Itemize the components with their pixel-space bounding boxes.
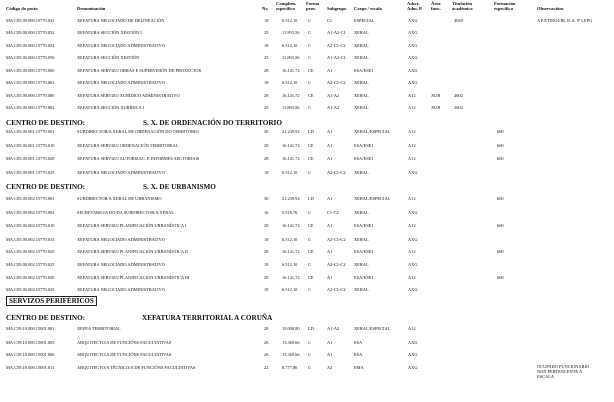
cell-sub: A1-A2-C1 (327, 30, 346, 35)
cell-nv: 28 (264, 156, 269, 161)
cell-tit: 2602 (454, 93, 463, 98)
cell-nv: 18 (264, 287, 269, 292)
cell-forma: C (308, 352, 311, 357)
table-row (0, 275, 614, 281)
cell-comp: 16.141,72 (282, 223, 300, 228)
cell-nv: 18 (264, 237, 269, 242)
cell-forma: C (308, 105, 311, 110)
section-heading (6, 183, 216, 191)
cell-code: MA.C05.00.000.15770.080 (6, 93, 55, 98)
cell-nv: 26 (264, 340, 269, 345)
cell-forma: CE (308, 68, 314, 73)
cell-adsc: AXG (408, 365, 418, 370)
cell-corpo: ESPECIAL (354, 18, 375, 23)
cell-adsc: A12 (408, 326, 416, 331)
table-row (0, 287, 614, 293)
cell-corpo: XERAL (354, 43, 369, 48)
cell-nv: 25 (264, 55, 269, 60)
table-row (0, 196, 614, 202)
cell-corpo: XERAL (354, 262, 369, 267)
table-row (0, 249, 614, 255)
cell-code: MA.C59.10.000.15001.011 (6, 365, 55, 370)
cell-comp: 16.141,72 (282, 156, 300, 161)
cell-sub: A1-A2 (327, 93, 340, 98)
cell-adsc: AXG (408, 262, 418, 267)
cell-forma: CE (308, 223, 314, 228)
table-row (0, 365, 614, 371)
cell-nv: 28 (264, 143, 269, 148)
cell-code: MA.C59.10.000.15001.006 (6, 352, 55, 357)
cell-code: MA.C05.00.002.15770.001 (6, 196, 55, 201)
cell-nv: 18 (264, 43, 269, 48)
cell-code: MA.C05.00.001.15770.001 (6, 129, 55, 134)
cell-adsc: AXG (408, 237, 418, 242)
cell-sub: A1-A2-C1 (327, 55, 346, 60)
header-codigo: Código do posto (6, 6, 38, 11)
cell-name: XEFATURA NEGOCIADO ADMINISTRATIVO (77, 43, 165, 48)
section-heading (6, 119, 282, 127)
cell-forma: C (308, 210, 311, 215)
cell-adsc: AXG (408, 287, 418, 292)
cell-adsc: AXG (408, 80, 418, 85)
table-row (0, 223, 614, 229)
cell-sub: A1-A2 (327, 326, 340, 331)
table-row (0, 30, 614, 36)
cell-forma: C (308, 262, 311, 267)
cell-sub: A1 (327, 249, 333, 254)
cell-corpo: XERAL/ESPECIAL (354, 196, 391, 201)
cell-forma: C (308, 365, 311, 370)
cell-nv: 18 (264, 80, 269, 85)
header-denominacion: Denominación (77, 6, 106, 11)
cell-nv: 30 (264, 129, 269, 134)
table-row (0, 352, 614, 358)
cell-comp: 16.141,72 (282, 68, 300, 73)
cell-corpo: XERAL (354, 30, 369, 35)
cell-adsc: AXG (408, 340, 418, 345)
header-area: Área func. (431, 1, 441, 11)
cell-name: ARQUITECTO/A DE FUNCIÓNS FACULTATIVAS (77, 340, 172, 345)
cell-name: XEFATURA NEGOCIADO ADMINISTRATIVO (77, 170, 165, 175)
cell-name: ARQUITECTO/A TÉCNICO/A DE FUNCIÓNS FACULTATIVAS (77, 365, 196, 370)
perifericos-label: SERVIZOS PERIFÉRICOS (6, 296, 97, 306)
cell-comp: 11.893,56 (282, 55, 300, 60)
cell-code: MA.C05.00.000.15770.060 (6, 68, 55, 73)
cell-code: MA.C59.10.000.15001.005 (6, 340, 55, 345)
cell-adsc: AXG (408, 68, 418, 73)
table-row (0, 129, 614, 135)
header-observacions: Observacións (537, 6, 564, 11)
table-row (0, 170, 614, 176)
cell-name: XEFATURA SECCIÓN XURÍDICA I (77, 105, 145, 110)
section-value: XEFATURA TERRITORIAL A CORUÑA (142, 314, 273, 322)
cell-name: XEFATURA NEGOCIADO ADMINISTRATIVO (77, 80, 165, 85)
cell-corpo: ESA/ESE1 (354, 275, 374, 280)
cell-corpo: ESA/ESE1 (354, 143, 374, 148)
cell-name: XEFATURA SERVIZO XURÍDICO ADMINISTRATIVO (77, 93, 180, 98)
header-titulacion: Titulación académica (452, 1, 473, 11)
cell-forma: LD (308, 196, 314, 201)
cell-nv: 16 (264, 210, 269, 215)
cell-corpo: ESA/ESE1 (354, 68, 374, 73)
cell-nv: 18 (264, 170, 269, 175)
cell-nv: 28 (264, 275, 269, 280)
cell-name: XEFATURA NEGOCIADO ADMINISTRATIVO (77, 262, 165, 267)
cell-name: XEFATURA SERVIZO PLANIFICACIÓN URBANÍSTICA II (77, 249, 188, 254)
section-label: CENTRO DE DESTINO: (6, 183, 86, 191)
cell-form: 600 (497, 275, 504, 280)
header-corpo: Corpo / escala (354, 6, 382, 11)
table-row (0, 210, 614, 216)
cell-code: MA.C05.00.000.15770.082 (6, 105, 55, 110)
cell-comp: 6.512,10 (282, 170, 298, 175)
cell-corpo: XERAL (354, 287, 369, 292)
cell-forma: LD (308, 326, 314, 331)
cell-comp: 16.141,72 (282, 143, 300, 148)
cell-comp: 6.512,10 (282, 80, 298, 85)
cell-nv: 28 (264, 326, 269, 331)
table-row (0, 326, 614, 332)
header-nivel: Nv. (262, 6, 269, 11)
cell-name: XEFATURA SECCIÓN XESTIÓN (77, 55, 140, 60)
cell-name: XEFEA TERRITORIAL (77, 326, 121, 331)
cell-corpo: XERAL (354, 170, 369, 175)
cell-forma: C (308, 170, 311, 175)
table-row (0, 340, 614, 346)
cell-name: XEFATURA SERVIZO AUTORIZAC. E INFORMES SECTORIAIS (77, 156, 200, 161)
table-row (0, 143, 614, 149)
cell-adsc: AXG (408, 43, 418, 48)
cell-forma: CE (308, 143, 314, 148)
table-row (0, 156, 614, 162)
table-row (0, 80, 614, 86)
cell-name: XEFATURA SECCIÓN XESTIÓN I (77, 30, 142, 35)
cell-code: MA.C05.00.001.15770.020 (6, 156, 55, 161)
table-row (0, 55, 614, 61)
cell-form: 600 (497, 249, 504, 254)
cell-comp: 5.518,76 (282, 210, 298, 215)
cell-comp: 8.777,86 (282, 365, 298, 370)
cell-adsc: A12 (408, 223, 416, 228)
cell-name: ARQUITECTO/A DE FUNCIÓNS FACULTATIVAS (77, 352, 172, 357)
cell-adsc: A12 (408, 196, 416, 201)
cell-corpo: XERAL (354, 80, 369, 85)
cell-name: XEFATURA SERVIZO ORDENACIÓN TERRITORIAL (77, 143, 179, 148)
cell-forma: C (308, 287, 311, 292)
cell-sub: A1 (327, 223, 333, 228)
cell-comp: 16.141,72 (282, 249, 300, 254)
cell-adsc: AXG (408, 170, 418, 175)
cell-tit: 4020 (454, 18, 463, 23)
cell-obs: A EXTINGUIR, D.A. 9ª LEPG (537, 18, 593, 23)
cell-forma: C (308, 18, 311, 23)
cell-code: MA.C05.00.002.15770.002 (6, 210, 55, 215)
cell-adsc: A12 (408, 143, 416, 148)
cell-adsc: AXG (408, 210, 418, 215)
table-row (0, 237, 614, 243)
cell-adsc: A12 (408, 249, 416, 254)
cell-forma: C (308, 237, 311, 242)
cell-adsc: A12 (408, 105, 416, 110)
cell-code: MA.C05.00.002.15770.015 (6, 237, 55, 242)
table-row (0, 68, 614, 74)
cell-name: XEFATURA SERVIZO PLANIFICACIÓN URBANÍSTICA III (77, 275, 190, 280)
cell-code: MA.C05.00.000.15770.056 (6, 55, 55, 60)
cell-corpo: XERAL (354, 93, 369, 98)
cell-adsc: AXG (408, 30, 418, 35)
cell-corpo: XERAL (354, 55, 369, 60)
cell-nv: 28 (264, 93, 269, 98)
cell-code: MA.C59.10.000.15001.001 (6, 326, 55, 331)
cell-corpo: EMA (354, 365, 364, 370)
cell-comp: 19.000,80 (282, 326, 300, 331)
cell-sub: A2-C1-C2 (327, 80, 346, 85)
section-value: S. X. DE URBANISMO (143, 183, 216, 191)
cell-name: XEFATURA SERVIZO PLANIFICACIÓN URBANÍSTICA I (77, 223, 187, 228)
cell-name: XEFATURA NEGOCIADO ADMINISTRATIVO (77, 287, 165, 292)
cell-code: MA.C05.00.002.15770.010 (6, 223, 55, 228)
cell-forma: C (308, 30, 311, 35)
cell-name: XEFATURA SERVIZO OBRAS E SUPERVISIÓN DE PROXECTOS (77, 68, 202, 73)
cell-nv: 28 (264, 249, 269, 254)
cell-code: MA.C05.00.002.15770.020 (6, 249, 55, 254)
cell-sub: A1 (327, 340, 333, 345)
cell-forma: CE (308, 275, 314, 280)
cell-comp: 6.512,10 (282, 18, 298, 23)
cell-name: XEFATURA NEGOCIADO DE DELINEACIÓN (77, 18, 165, 23)
cell-form: 600 (497, 156, 504, 161)
cell-form: 600 (497, 223, 504, 228)
table-header (0, 0, 614, 16)
cell-corpo: XERAL (354, 237, 369, 242)
cell-comp: 16.141,72 (282, 93, 300, 98)
cell-adsc: AXG (408, 352, 418, 357)
cell-name: SUBDIRECTOR/A XERAL DE URBANISMO (77, 196, 162, 201)
cell-sub: A2-C1-C2 (327, 43, 346, 48)
cell-nv: 26 (264, 352, 269, 357)
cell-adsc: AXG (408, 55, 418, 60)
cell-forma: C (308, 55, 311, 60)
cell-code: MA.C05.00.001.15770.010 (6, 143, 55, 148)
cell-sub: A1 (327, 275, 333, 280)
cell-adsc: A12 (408, 93, 416, 98)
cell-sub: C1 (327, 18, 333, 23)
cell-comp: 21.239,92 (282, 129, 300, 134)
table-row (0, 105, 614, 111)
cell-sub: A1 (327, 156, 333, 161)
cell-corpo: XERAL (354, 105, 369, 110)
cell-comp: 6.512,10 (282, 237, 298, 242)
cell-forma: LD (308, 129, 314, 134)
cell-code: MA.C05.00.000.15770.054 (6, 43, 55, 48)
header-formacion: Formación específica (494, 1, 516, 11)
header-forma: Forma prov. (306, 1, 320, 11)
cell-sub: A1-A2 (327, 105, 340, 110)
cell-comp: 6.512,10 (282, 262, 298, 267)
cell-comp: 13.369,66 (282, 352, 300, 357)
cell-obs: OCUPADO FUNCIONARIO NON PERTENCENTE Á ESCALA (537, 364, 590, 380)
cell-forma: C (308, 80, 311, 85)
header-complemento: Complem. específico (276, 1, 297, 11)
section-heading (6, 314, 273, 322)
cell-code: MA.C05.00.000.15770.041 (6, 18, 55, 23)
cell-code: MA.C05.00.001.15770.025 (6, 170, 55, 175)
cell-sub: A1 (327, 68, 333, 73)
table-row (0, 262, 614, 268)
cell-form: 600 (497, 143, 504, 148)
cell-sub: A1 (327, 352, 333, 357)
cell-nv: 22 (264, 365, 269, 370)
cell-comp: 11.893,56 (282, 105, 300, 110)
section-value: S. X. DE ORDENACIÓN DO TERRITORIO (143, 119, 282, 127)
cell-forma: C (308, 340, 311, 345)
cell-corpo: ESA/ESE1 (354, 249, 374, 254)
cell-sub: A2-C1-C2 (327, 170, 346, 175)
cell-code: MA.C05.00.002.15770.025 (6, 262, 55, 267)
cell-adsc: A12 (408, 129, 416, 134)
cell-forma: CE (308, 93, 314, 98)
cell-comp: 11.893,56 (282, 30, 300, 35)
cell-comp: 21.239,92 (282, 196, 300, 201)
table-row (0, 93, 614, 99)
table-row (0, 18, 614, 24)
cell-sub: A2-C1-C2 (327, 237, 346, 242)
cell-nv: 30 (264, 196, 269, 201)
section-label: CENTRO DE DESTINO: (6, 314, 86, 322)
cell-code: MA.C05.00.002.15770.030 (6, 275, 55, 280)
cell-corpo: XERAL (354, 210, 369, 215)
cell-corpo: ESA (354, 340, 363, 345)
cell-name: SECRETARIO/A DO/DA SUBDIRECTOR/A XERAL (77, 210, 175, 215)
cell-corpo: ESA/ESE1 (354, 223, 374, 228)
cell-code: MA.C05.00.000.15770.052 (6, 30, 55, 35)
header-subgrupo: Subgrupo (327, 6, 347, 11)
cell-corpo: XERAL/ESPECIAL (354, 326, 391, 331)
cell-area: XUR (431, 105, 441, 110)
cell-nv: 28 (264, 68, 269, 73)
header-adscricion: Adscr. Adm. P. (407, 1, 423, 11)
cell-sub: A2-C1-C2 (327, 287, 346, 292)
cell-code: MA.C05.00.002.15770.035 (6, 287, 55, 292)
cell-comp: 13.369,66 (282, 340, 300, 345)
cell-adsc: A12 (408, 275, 416, 280)
cell-corpo: ESA/ESE1 (354, 156, 374, 161)
cell-name: XEFATURA NEGOCIADO ADMINISTRATIVO (77, 237, 165, 242)
cell-sub: A2 (327, 365, 333, 370)
cell-comp: 6.512,10 (282, 287, 298, 292)
cell-area: XUR (431, 93, 441, 98)
cell-nv: 25 (264, 105, 269, 110)
cell-comp: 16.141,72 (282, 275, 300, 280)
cell-forma: CE (308, 249, 314, 254)
cell-comp: 6.512,10 (282, 43, 298, 48)
cell-form: 600 (497, 196, 504, 201)
cell-sub: A1 (327, 196, 333, 201)
cell-forma: C (308, 43, 311, 48)
cell-form: 600 (497, 129, 504, 134)
cell-sub: A1 (327, 143, 333, 148)
cell-name: SUBDIRECTOR/A XERAL DE ORDENACIÓN DO TERRITORIO (77, 129, 199, 134)
cell-corpo: XERAL/ESPECIAL (354, 129, 391, 134)
cell-corpo: ESA (354, 352, 363, 357)
cell-nv: 25 (264, 30, 269, 35)
cell-sub: C1-C2 (327, 210, 339, 215)
cell-tit: 2602 (454, 105, 463, 110)
cell-nv: 28 (264, 223, 269, 228)
cell-nv: 18 (264, 262, 269, 267)
cell-sub: A2-C1-C2 (327, 262, 346, 267)
cell-code: MA.C05.00.000.15770.063 (6, 80, 55, 85)
cell-sub: A1 (327, 129, 333, 134)
cell-nv: 18 (264, 18, 269, 23)
table-row (0, 43, 614, 49)
section-label: CENTRO DE DESTINO: (6, 119, 86, 127)
cell-adsc: AXG (408, 18, 418, 23)
cell-forma: CE (308, 156, 314, 161)
cell-adsc: A12 (408, 156, 416, 161)
